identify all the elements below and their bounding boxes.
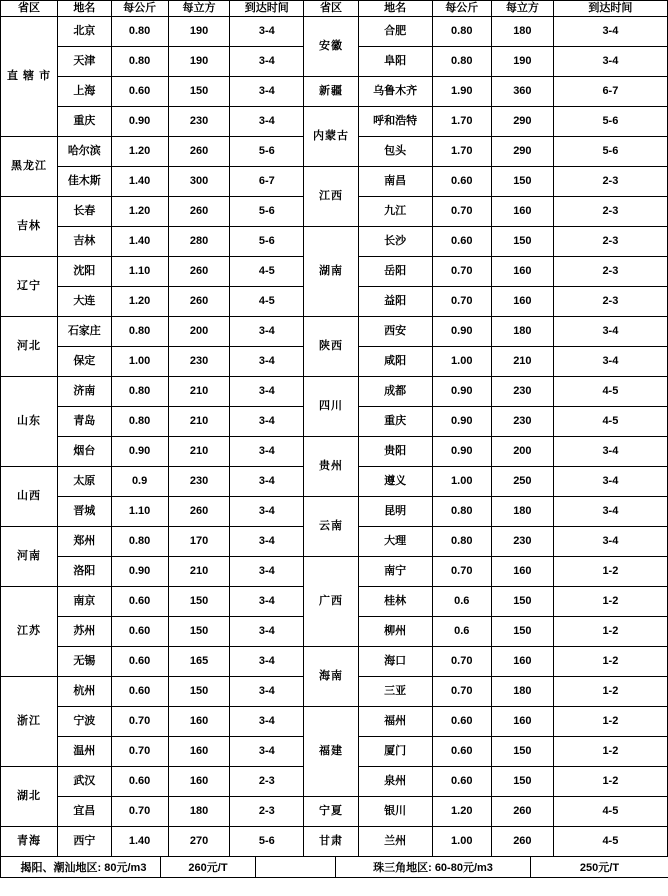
arrival-cell-right: 5-6: [553, 136, 667, 166]
arrival-cell-left: 3-4: [230, 16, 304, 46]
arrival-cell-left: 3-4: [230, 76, 304, 106]
city-cell-right: 福州: [358, 706, 432, 736]
table-row: [1, 826, 668, 856]
per-kg-cell-left: 1.00: [111, 346, 168, 376]
arrival-cell-right: 1-2: [553, 616, 667, 646]
per-m3-cell-left: 150: [168, 586, 230, 616]
city-cell-right: 昆明: [358, 496, 432, 526]
province-cell-right: 福建: [304, 706, 359, 796]
per-m3-cell-left: 210: [168, 556, 230, 586]
header-city-right: 地名: [358, 1, 432, 17]
city-cell-right: 西安: [358, 316, 432, 346]
per-kg-cell-right: 1.00: [432, 466, 491, 496]
per-kg-cell-left: 1.40: [111, 226, 168, 256]
city-cell-left: 重庆: [58, 106, 112, 136]
arrival-cell-right: 4-5: [553, 376, 667, 406]
per-kg-cell-left: 0.80: [111, 16, 168, 46]
arrival-cell-left: 3-4: [230, 586, 304, 616]
city-cell-right: 九江: [358, 196, 432, 226]
per-kg-cell-left: 0.80: [111, 46, 168, 76]
province-cell-right: 湖南: [304, 226, 359, 316]
per-kg-cell-right: 0.80: [432, 526, 491, 556]
arrival-cell-left: 3-4: [230, 706, 304, 736]
per-m3-cell-right: 160: [491, 646, 553, 676]
table-row: [1, 16, 668, 46]
arrival-cell-right: 3-4: [553, 316, 667, 346]
table-row: [1, 376, 668, 406]
province-cell-left: 江苏: [1, 586, 58, 676]
per-m3-cell-left: 260: [168, 256, 230, 286]
city-cell-right: 咸阳: [358, 346, 432, 376]
table-body: [1, 16, 668, 856]
per-kg-cell-left: 0.9: [111, 466, 168, 496]
per-m3-cell-right: 200: [491, 436, 553, 466]
province-cell-right: 甘肃: [304, 826, 359, 856]
province-cell-left: 辽宁: [1, 256, 58, 316]
province-cell-left: 河南: [1, 526, 58, 586]
arrival-cell-left: 3-4: [230, 646, 304, 676]
per-m3-cell-left: 280: [168, 226, 230, 256]
per-m3-cell-right: 160: [491, 706, 553, 736]
arrival-cell-left: 4-5: [230, 256, 304, 286]
city-cell-left: 佳木斯: [58, 166, 112, 196]
per-kg-cell-left: 0.60: [111, 586, 168, 616]
table-row: [1, 106, 668, 136]
per-kg-cell-right: 0.6: [432, 586, 491, 616]
per-kg-cell-right: 0.80: [432, 46, 491, 76]
arrival-cell-left: 2-3: [230, 766, 304, 796]
per-m3-cell-right: 230: [491, 406, 553, 436]
table-row: [1, 496, 668, 526]
province-cell-right: 内蒙古: [304, 106, 359, 166]
per-m3-cell-left: 260: [168, 196, 230, 226]
city-cell-left: 青岛: [58, 406, 112, 436]
per-m3-cell-right: 160: [491, 556, 553, 586]
footer-note-table: [0, 857, 668, 878]
per-m3-cell-right: 150: [491, 226, 553, 256]
per-kg-cell-left: 1.40: [111, 826, 168, 856]
city-cell-right: 成都: [358, 376, 432, 406]
per-m3-cell-left: 230: [168, 466, 230, 496]
city-cell-left: 南京: [58, 586, 112, 616]
arrival-cell-left: 4-5: [230, 286, 304, 316]
province-cell-left: 浙江: [1, 676, 58, 766]
per-kg-cell-left: 0.70: [111, 736, 168, 766]
per-kg-cell-left: 1.10: [111, 256, 168, 286]
city-cell-right: 南昌: [358, 166, 432, 196]
per-kg-cell-left: 0.90: [111, 106, 168, 136]
arrival-cell-right: 1-2: [553, 736, 667, 766]
footer-row: [1, 857, 668, 878]
arrival-cell-left: 6-7: [230, 166, 304, 196]
per-m3-cell-right: 180: [491, 316, 553, 346]
city-cell-left: 温州: [58, 736, 112, 766]
per-m3-cell-left: 160: [168, 736, 230, 766]
per-m3-cell-right: 250: [491, 466, 553, 496]
province-cell-left: 青海: [1, 826, 58, 856]
per-kg-cell-left: 1.20: [111, 196, 168, 226]
arrival-cell-right: 6-7: [553, 76, 667, 106]
per-m3-cell-left: 260: [168, 496, 230, 526]
per-kg-cell-right: 0.80: [432, 16, 491, 46]
table-row: [1, 556, 668, 586]
header-province-left: 省区: [1, 1, 58, 17]
province-cell-right: 新疆: [304, 76, 359, 106]
per-kg-cell-right: 0.60: [432, 226, 491, 256]
arrival-cell-right: 3-4: [553, 526, 667, 556]
arrival-cell-right: 3-4: [553, 16, 667, 46]
city-cell-left: 太原: [58, 466, 112, 496]
city-cell-right: 包头: [358, 136, 432, 166]
province-cell-right: 海南: [304, 646, 359, 706]
arrival-cell-left: 3-4: [230, 406, 304, 436]
per-kg-cell-left: 0.90: [111, 556, 168, 586]
city-cell-left: 济南: [58, 376, 112, 406]
city-cell-left: 宜昌: [58, 796, 112, 826]
arrival-cell-right: 4-5: [553, 796, 667, 826]
city-cell-left: 烟台: [58, 436, 112, 466]
arrival-cell-right: 2-3: [553, 256, 667, 286]
arrival-cell-right: 1-2: [553, 586, 667, 616]
city-cell-right: 合肥: [358, 16, 432, 46]
arrival-cell-left: 5-6: [230, 226, 304, 256]
per-kg-cell-right: 0.90: [432, 406, 491, 436]
per-kg-cell-left: 0.70: [111, 706, 168, 736]
arrival-cell-left: 3-4: [230, 736, 304, 766]
per-m3-cell-right: 150: [491, 586, 553, 616]
per-kg-cell-right: 0.90: [432, 316, 491, 346]
per-kg-cell-right: 0.70: [432, 286, 491, 316]
per-kg-cell-right: 1.70: [432, 106, 491, 136]
arrival-cell-left: 3-4: [230, 346, 304, 376]
arrival-cell-left: 3-4: [230, 46, 304, 76]
province-cell-left: 黑龙江: [1, 136, 58, 196]
arrival-cell-right: 3-4: [553, 466, 667, 496]
table-row: [1, 76, 668, 106]
per-kg-cell-left: 0.60: [111, 766, 168, 796]
city-cell-left: 大连: [58, 286, 112, 316]
province-cell-right: 广西: [304, 556, 359, 646]
province-cell-left: 湖北: [1, 766, 58, 826]
arrival-cell-right: 1-2: [553, 556, 667, 586]
arrival-cell-left: 5-6: [230, 136, 304, 166]
province-cell-left: 山西: [1, 466, 58, 526]
city-cell-left: 沈阳: [58, 256, 112, 286]
per-m3-cell-left: 180: [168, 796, 230, 826]
per-m3-cell-left: 150: [168, 76, 230, 106]
per-m3-cell-left: 300: [168, 166, 230, 196]
per-kg-cell-left: 0.80: [111, 526, 168, 556]
arrival-cell-left: 5-6: [230, 196, 304, 226]
city-cell-right: 柳州: [358, 616, 432, 646]
per-kg-cell-right: 0.60: [432, 166, 491, 196]
arrival-cell-left: 3-4: [230, 106, 304, 136]
province-cell-left: 河北: [1, 316, 58, 376]
header-province-right: 省区: [304, 1, 359, 17]
city-cell-left: 长春: [58, 196, 112, 226]
arrival-cell-left: 3-4: [230, 316, 304, 346]
city-cell-right: 岳阳: [358, 256, 432, 286]
city-cell-left: 吉林: [58, 226, 112, 256]
arrival-cell-left: 3-4: [230, 556, 304, 586]
city-cell-left: 杭州: [58, 676, 112, 706]
per-kg-cell-right: 1.70: [432, 136, 491, 166]
per-m3-cell-right: 160: [491, 196, 553, 226]
per-kg-cell-right: 1.00: [432, 346, 491, 376]
city-cell-right: 重庆: [358, 406, 432, 436]
header-per-m3-left: 每立方: [168, 1, 230, 17]
province-cell-right: 安徽: [304, 16, 359, 76]
table-row: [1, 436, 668, 466]
per-kg-cell-right: 0.90: [432, 436, 491, 466]
header-city-left: 地名: [58, 1, 112, 17]
per-m3-cell-left: 210: [168, 436, 230, 466]
per-kg-cell-right: 0.70: [432, 646, 491, 676]
arrival-cell-right: 1-2: [553, 676, 667, 706]
arrival-cell-left: 5-6: [230, 826, 304, 856]
per-m3-cell-left: 270: [168, 826, 230, 856]
city-cell-left: 哈尔滨: [58, 136, 112, 166]
arrival-cell-right: 3-4: [553, 436, 667, 466]
city-cell-right: 贵阳: [358, 436, 432, 466]
footer-gap: [256, 857, 336, 878]
per-kg-cell-left: 0.90: [111, 436, 168, 466]
city-cell-left: 郑州: [58, 526, 112, 556]
arrival-cell-left: 3-4: [230, 376, 304, 406]
per-m3-cell-left: 230: [168, 106, 230, 136]
per-m3-cell-right: 150: [491, 166, 553, 196]
per-m3-cell-right: 210: [491, 346, 553, 376]
per-m3-cell-right: 150: [491, 616, 553, 646]
city-cell-left: 石家庄: [58, 316, 112, 346]
arrival-cell-right: 2-3: [553, 166, 667, 196]
header-arrival-left: 到达时间: [230, 1, 304, 17]
arrival-cell-right: 4-5: [553, 826, 667, 856]
per-kg-cell-left: 1.40: [111, 166, 168, 196]
city-cell-right: 遵义: [358, 466, 432, 496]
arrival-cell-left: 3-4: [230, 676, 304, 706]
per-kg-cell-right: 0.90: [432, 376, 491, 406]
per-kg-cell-right: 1.00: [432, 826, 491, 856]
city-cell-left: 晋城: [58, 496, 112, 526]
city-cell-left: 上海: [58, 76, 112, 106]
per-kg-cell-left: 0.80: [111, 376, 168, 406]
arrival-cell-right: 2-3: [553, 226, 667, 256]
per-m3-cell-right: 260: [491, 796, 553, 826]
arrival-cell-right: 5-6: [553, 106, 667, 136]
per-kg-cell-left: 0.60: [111, 646, 168, 676]
per-m3-cell-right: 290: [491, 106, 553, 136]
city-cell-right: 三亚: [358, 676, 432, 706]
per-kg-cell-right: 0.60: [432, 736, 491, 766]
header-per-kg-right: 每公斤: [432, 1, 491, 17]
per-kg-cell-left: 0.60: [111, 616, 168, 646]
header-per-m3-right: 每立方: [491, 1, 553, 17]
table-row: [1, 706, 668, 736]
footer-left-value: 260元/T: [161, 857, 256, 878]
arrival-cell-right: 2-3: [553, 196, 667, 226]
per-kg-cell-right: 0.80: [432, 496, 491, 526]
per-kg-cell-right: 0.60: [432, 706, 491, 736]
city-cell-left: 苏州: [58, 616, 112, 646]
city-cell-right: 南宁: [358, 556, 432, 586]
per-m3-cell-right: 160: [491, 286, 553, 316]
per-kg-cell-right: 0.70: [432, 196, 491, 226]
city-cell-left: 西宁: [58, 826, 112, 856]
per-kg-cell-left: 0.60: [111, 676, 168, 706]
per-m3-cell-right: 260: [491, 826, 553, 856]
per-m3-cell-right: 180: [491, 496, 553, 526]
per-m3-cell-right: 230: [491, 526, 553, 556]
per-m3-cell-right: 190: [491, 46, 553, 76]
per-kg-cell-right: 0.6: [432, 616, 491, 646]
city-cell-left: 无锡: [58, 646, 112, 676]
arrival-cell-right: 4-5: [553, 406, 667, 436]
city-cell-right: 长沙: [358, 226, 432, 256]
per-m3-cell-left: 190: [168, 46, 230, 76]
city-cell-right: 益阳: [358, 286, 432, 316]
arrival-cell-left: 3-4: [230, 616, 304, 646]
city-cell-right: 呼和浩特: [358, 106, 432, 136]
arrival-cell-right: 1-2: [553, 766, 667, 796]
per-kg-cell-left: 1.10: [111, 496, 168, 526]
arrival-cell-left: 2-3: [230, 796, 304, 826]
footer-right-value: 250元/T: [531, 857, 668, 878]
table-row: [1, 646, 668, 676]
per-m3-cell-left: 165: [168, 646, 230, 676]
per-m3-cell-left: 160: [168, 706, 230, 736]
per-kg-cell-left: 0.60: [111, 76, 168, 106]
city-cell-left: 洛阳: [58, 556, 112, 586]
per-kg-cell-right: 0.70: [432, 556, 491, 586]
province-cell-left: 吉林: [1, 196, 58, 256]
province-cell-right: 江西: [304, 166, 359, 226]
province-cell-right: 四川: [304, 376, 359, 436]
city-cell-right: 大理: [358, 526, 432, 556]
city-cell-left: 武汉: [58, 766, 112, 796]
per-m3-cell-right: 290: [491, 136, 553, 166]
city-cell-right: 阜阳: [358, 46, 432, 76]
table-header-row: [1, 1, 668, 17]
per-kg-cell-left: 1.20: [111, 136, 168, 166]
city-cell-left: 宁波: [58, 706, 112, 736]
arrival-cell-right: 3-4: [553, 346, 667, 376]
arrival-cell-left: 3-4: [230, 466, 304, 496]
table-row: [1, 166, 668, 196]
per-kg-cell-left: 0.80: [111, 316, 168, 346]
arrival-cell-right: 3-4: [553, 496, 667, 526]
arrival-cell-right: 3-4: [553, 46, 667, 76]
city-cell-right: 桂林: [358, 586, 432, 616]
arrival-cell-left: 3-4: [230, 436, 304, 466]
table-row: [1, 316, 668, 346]
province-cell-right: 宁夏: [304, 796, 359, 826]
per-m3-cell-left: 260: [168, 136, 230, 166]
per-m3-cell-right: 150: [491, 736, 553, 766]
arrival-cell-right: 1-2: [553, 646, 667, 676]
per-m3-cell-right: 150: [491, 766, 553, 796]
city-cell-right: 银川: [358, 796, 432, 826]
per-kg-cell-left: 0.70: [111, 796, 168, 826]
city-cell-right: 海口: [358, 646, 432, 676]
per-m3-cell-left: 160: [168, 766, 230, 796]
city-cell-left: 保定: [58, 346, 112, 376]
header-arrival-right: 到达时间: [553, 1, 667, 17]
per-m3-cell-left: 230: [168, 346, 230, 376]
per-m3-cell-left: 150: [168, 676, 230, 706]
per-kg-cell-right: 1.20: [432, 796, 491, 826]
province-cell-right: 贵州: [304, 436, 359, 496]
province-cell-left: 山东: [1, 376, 58, 466]
per-kg-cell-right: 0.70: [432, 256, 491, 286]
per-kg-cell-left: 1.20: [111, 286, 168, 316]
arrival-cell-left: 3-4: [230, 526, 304, 556]
per-m3-cell-right: 360: [491, 76, 553, 106]
city-cell-left: 北京: [58, 16, 112, 46]
per-m3-cell-left: 210: [168, 376, 230, 406]
per-kg-cell-left: 0.80: [111, 406, 168, 436]
city-cell-left: 天津: [58, 46, 112, 76]
city-cell-right: 泉州: [358, 766, 432, 796]
per-kg-cell-right: 0.70: [432, 676, 491, 706]
footer-left-label: 揭阳、潮汕地区: 80元/m3: [1, 857, 161, 878]
header-per-kg-left: 每公斤: [111, 1, 168, 17]
province-cell-right: 云南: [304, 496, 359, 556]
table-row: [1, 226, 668, 256]
per-m3-cell-left: 260: [168, 286, 230, 316]
arrival-cell-right: 2-3: [553, 286, 667, 316]
per-m3-cell-right: 180: [491, 676, 553, 706]
arrival-cell-right: 1-2: [553, 706, 667, 736]
per-m3-cell-right: 230: [491, 376, 553, 406]
per-m3-cell-left: 150: [168, 616, 230, 646]
per-kg-cell-right: 0.60: [432, 766, 491, 796]
footer-right-label: 珠三角地区: 60-80元/m3: [336, 857, 531, 878]
table-row: [1, 796, 668, 826]
arrival-cell-left: 3-4: [230, 496, 304, 526]
per-m3-cell-left: 170: [168, 526, 230, 556]
city-cell-right: 兰州: [358, 826, 432, 856]
per-kg-cell-right: 1.90: [432, 76, 491, 106]
province-cell-left: 直 辖 市: [1, 16, 58, 136]
city-cell-right: 厦门: [358, 736, 432, 766]
per-m3-cell-right: 160: [491, 256, 553, 286]
city-cell-right: 乌鲁木齐: [358, 76, 432, 106]
per-m3-cell-right: 180: [491, 16, 553, 46]
per-m3-cell-left: 210: [168, 406, 230, 436]
province-cell-right: 陕西: [304, 316, 359, 376]
per-m3-cell-left: 200: [168, 316, 230, 346]
per-m3-cell-left: 190: [168, 16, 230, 46]
